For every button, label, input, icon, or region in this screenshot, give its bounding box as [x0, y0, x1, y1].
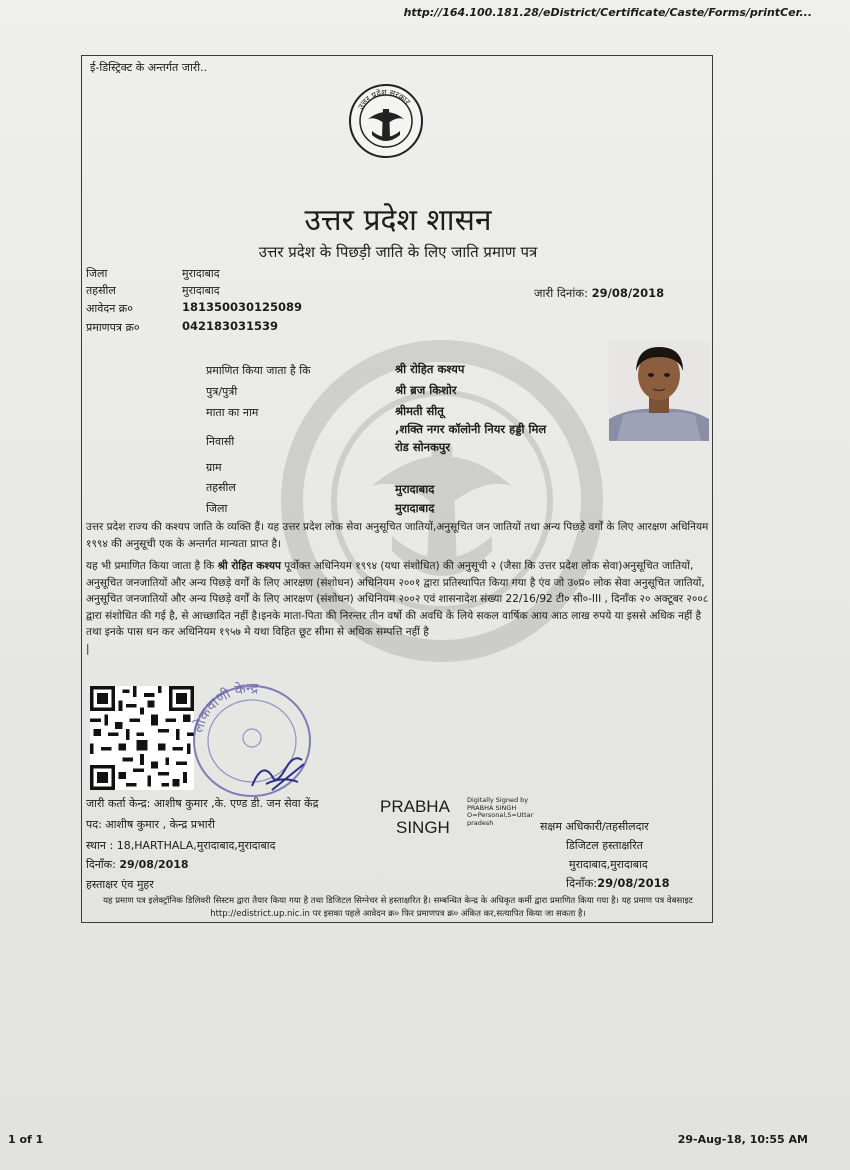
authority-title: सक्षम अधिकारी/तहसीलदार [540, 820, 649, 833]
caste-statement-paragraph: उत्तर प्रदेश राज्य की कश्यप जाति के व्यक्ति हैं। यह उत्तर प्रदेश लोक सेवा अनुसूचित जातियों,अनुसूचित जन जातियों तथा अन्य पिछड़े वर्गों के लिए आरक्षण अधिनियम १९९४ की अनुसूची एक के अन्तर्गत मान्यता प्राप्त है। [86, 521, 709, 550]
issue-date-value: 29/08/2018 [591, 286, 665, 300]
print-timestamp: 29-Aug-18, 10:55 AM [677, 1133, 808, 1146]
details-district: मुरादाबाद [395, 501, 435, 515]
authority-date-value: 29/08/2018 [597, 876, 670, 890]
issuer-sign-label: हस्ताक्षर एंव मुहर [86, 878, 154, 891]
mother-name: श्रीमती सीतू [395, 404, 444, 418]
tehsil-value: मुरादाबाद [182, 284, 220, 297]
certificate-subtitle: उत्तर प्रदेश के पिछड़ी जाति के लिए जाति प्रमाण पत्र [258, 243, 538, 261]
legal-paragraph-pre: यह भी प्रमाणित किया जाता है कि [86, 560, 215, 572]
issuer-center: जारी कर्ता केन्द्र: आशीष कुमार ,के. एण्ड डी. जन सेवा केंद्र [86, 797, 319, 810]
details-tehsil: मुरादाबाद [395, 482, 435, 496]
qr-code-icon [90, 686, 194, 790]
legal-paragraph [86, 558, 710, 657]
address-line-1: ,शक्ति नगर कॉलोनी नियर हड्डी मिल [395, 422, 547, 436]
details-tehsil-label: तहसील [206, 481, 236, 494]
application-label: आवेदन क्र० [86, 302, 133, 315]
digital-signature [380, 796, 450, 838]
svg-text:लोकवाणी केन्द्र [189, 680, 259, 735]
certificate-number: 042183031539 [182, 319, 279, 333]
applicant-name: श्री रोहित कश्यप [395, 362, 465, 376]
certified-label: प्रमाणित किया जाता है कि [206, 364, 311, 377]
sig-detail-1: Digitally Signed by [467, 796, 529, 804]
issuer-date [86, 857, 189, 872]
issue-date [534, 286, 664, 301]
emblem-text: उत्तर प्रदेश सरकार [356, 87, 412, 111]
issuer-place: स्थान : 18,HARTHALA,मुरादाबाद,मुरादाबाद [86, 839, 276, 852]
address-line-2: रोड सोनकपुर [395, 440, 451, 454]
header-note: ई-डिस्ट्रिक्ट के अन्तर्गत जारी.. [90, 61, 208, 74]
application-number: 181350030125089 [182, 300, 303, 314]
legal-paragraph-post: पूर्वोक्त अधिनियम १९९४ (यथा संशोधित) की अनुसूची २ (जैसा कि उत्तर प्रदेश लोक सेवा)अनुसूचित जातियों, अनुसूचित जनजातियों और अन्य पिछड़े वर्गों के लिए आरक्षण (संशोधन) अधिनियम २००१ द्वारा प्रतिस्थापित किया गया है एंव जो उ०प्र० लोक सेवा अनुसूचित जातियों, अनुसूचित जनजातियों और अन्य पिछड़े वर्गों के लिए आरक्षण (संशोधन) अधिनियम २००२ एवं शासनादेश संख्या 22/16/92 टी० सी०-III , दिनाँक २० अक्टूबर २००८ द्वारा संशोधित की गई है, से आच्छादित नहीं है।इनके माता-पिता की निरन्तर तीन वर्षो की अवधि के लिये सकल वार्षिक आय आठ लाख रुपये या इससे अधिक नहीं है तथा इनके पास धन कर अधिनियम १९५७ मे यथा विहित छूट सीमा से अधिक सम्पत्ति नहीं है [86, 560, 709, 638]
legal-paragraph-name: श्री रोहित कश्यप [217, 560, 281, 572]
legal-paragraph-end: | [86, 642, 90, 655]
caste-certificate [81, 55, 713, 923]
print-url: http://164.100.181.28/eDistrict/Certificate/Caste/Forms/printCer... [403, 6, 812, 19]
page-indicator: 1 of 1 [8, 1133, 44, 1146]
issuer-post: पद: आशीष कुमार , केन्द्र प्रभारी [86, 818, 215, 831]
certificate-title: उत्तर प्रदेश शासन [304, 203, 492, 238]
details-district-label: जिला [206, 502, 228, 515]
district-label: जिला [86, 267, 108, 280]
issue-date-label: जारी दिनांक: [534, 286, 589, 300]
up-government-emblem-icon [348, 83, 424, 159]
verification-note: यह प्रमाण पत्र इलेक्ट्रॉनिक डिलिवरी सिस्टम द्वारा तैयार किया गया है तथा डिजिटल सिग्नेचर से हस्ताक्षरित है। सम्बन्धित केन्द्र के अधिकृत कर्मी द्वारा प्रमाणित किया गया है। यह प्रमाण पत्र वेबसाइट http://edistrict.up.nic.in पर इसका पहले आवेदन क्र० फिर प्रमाणपत्र क्र० अंकित कर,सत्यापित किया जा सकता है। [103, 896, 693, 919]
district-value: मुरादाबाद [182, 267, 220, 280]
certificate-number-label: प्रमाणपत्र क्र० [86, 321, 140, 334]
signer-name-line2: SINGH [396, 818, 450, 837]
issuer-date-label: दिनाँक: [86, 858, 116, 871]
issuer-date-value: 29/08/2018 [119, 858, 189, 871]
authority-place: मुरादाबाद,मुरादाबाद [569, 858, 648, 871]
handwritten-signature [242, 746, 312, 796]
digital-signature-details [467, 797, 533, 827]
village-label: ग्राम [206, 461, 222, 474]
authority-date-label: दिनाँक: [566, 876, 598, 890]
sig-detail-3: O=Personal,S=Uttar [467, 811, 534, 819]
tehsil-label: तहसील [86, 284, 116, 297]
authority-digital: डिजिटल हस्ताक्षरित [566, 839, 643, 852]
father-name: श्री ब्रज किशोर [395, 383, 457, 397]
applicant-photo [609, 341, 709, 441]
mother-label: माता का नाम [206, 406, 259, 419]
child-of-label: पुत्र/पुत्री [206, 385, 238, 398]
sig-detail-2: PRABHA SINGH [467, 803, 517, 812]
authority-date [566, 876, 670, 891]
signer-name-line1: PRABHA [380, 797, 450, 816]
stamp-text: लोकवाणी केन्द्र [190, 680, 259, 735]
resident-label: निवासी [206, 435, 235, 448]
sig-detail-4: pradesh [467, 818, 494, 827]
